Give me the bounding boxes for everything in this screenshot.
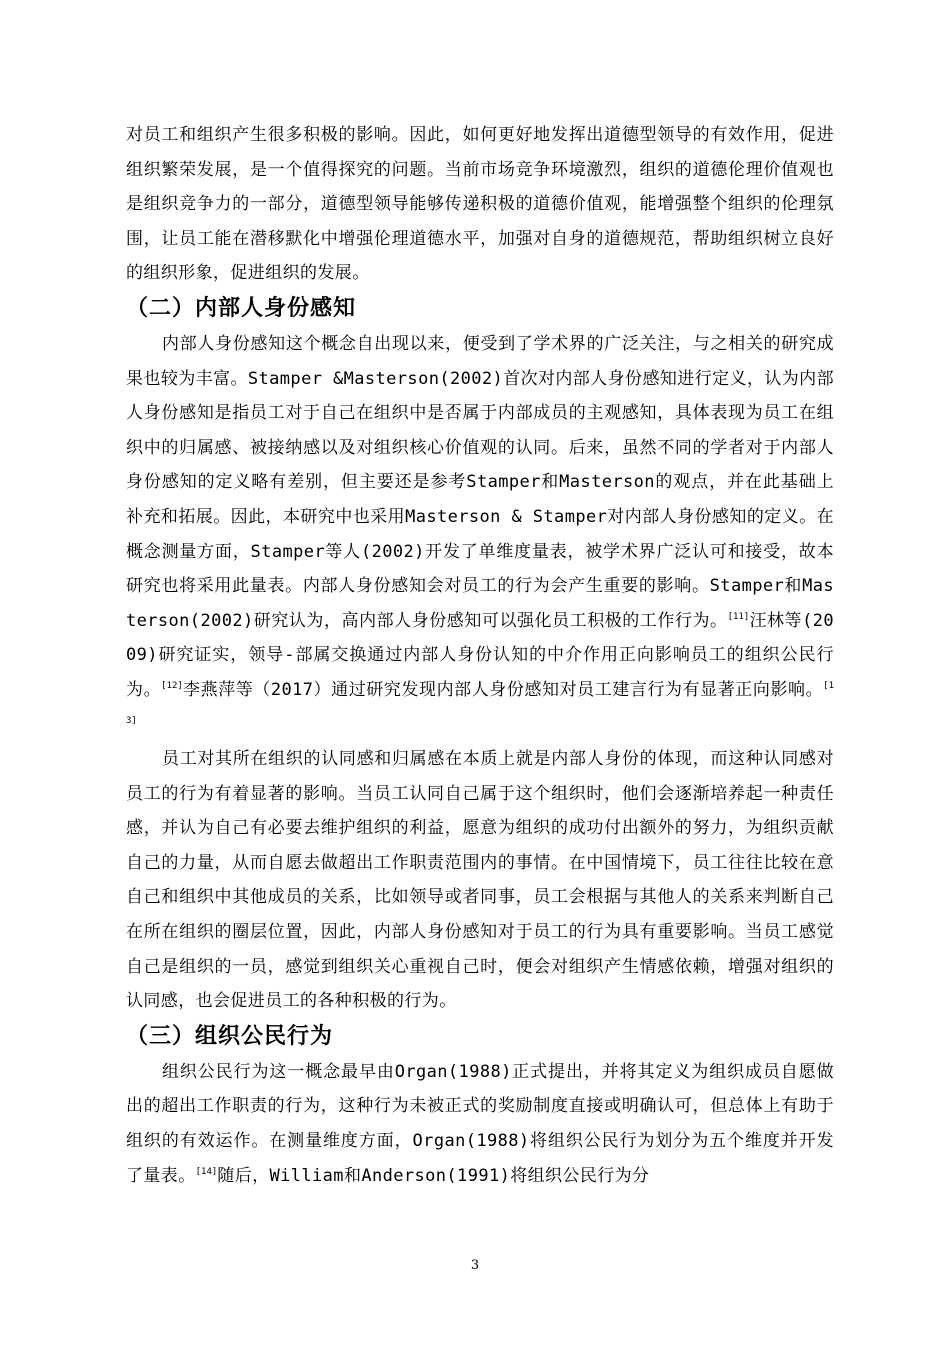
paragraph-text: 内部人身份感知这个概念自出现以来，便受到了学术界的广泛关注，与之相关的研究成果也较为丰富。Stamper &Masterson(2002)首次对内部人身份感知进行定义，认为内部人身份感知是指员工对于自己在组织中是否属于内部成员的主观感知，具体表现为员工在组织中的归属感、被接纳感以及对组织核心价值观的认同。后来，虽然不同的学者对于内部人身份感知的定义略有差别，但主要还是参考Stamper和Masterson的观点，并在此基础上补充和拓展。因此，本研究中也采用Masterson & Stamper对内部人身份感知的定义。在概念测量方面，Stamper等人(2002)开发了单维度量表，被学术界广泛认可和接受，故本研究也将采用此量表。内部人身份感知会对员工的行为会产生重要的影响。Stamper和Masterson(2002)研究认为，高内部人身份感知可以强化员工积极的工作行为。 — [126, 333, 834, 631]
page-content — [126, 118, 834, 1193]
paragraph-text: 组织公民行为这一概念最早由Organ(1988)正式提出，并将其定义为组织成员自愿做出的超出工作职责的行为，这种行为未被正式的奖励制度直接或明确认可，但总体上有助于组织的有效运作。在测量维度方面，Organ(1988)将组织公民行为划分为五个维度并开发了量表。 — [126, 1061, 834, 1186]
section-heading-ocb: （三）组织公民行为 — [126, 1023, 334, 1049]
paragraph-text: 李燕萍等（2017）通过研究发现内部人身份感知对员工建言行为有显著正向影响。 — [182, 679, 824, 700]
citation-reference: [13] — [126, 680, 834, 726]
paragraph-ocb-definition — [126, 1055, 834, 1193]
page-number: 3 — [470, 1258, 480, 1273]
section-heading-insider-status: （二）内部人身份感知 — [126, 295, 357, 321]
paragraph-ethical-leadership-conclusion — [126, 118, 834, 291]
paragraph-insider-status-definition — [126, 327, 834, 742]
citation-reference: [12] — [161, 680, 183, 691]
citation-reference: [14] — [195, 1166, 218, 1177]
paragraph-text: 汪林等(2009)研究证实，领导-部属交换通过内部人身份认知的中介作用正向影响员工的组织公民行为。 — [126, 610, 834, 700]
paragraph-insider-status-identity — [126, 742, 834, 1019]
paragraph-text: 随后，William和Anderson(1991)将组织公民行为分 — [217, 1165, 650, 1186]
citation-reference: [11] — [727, 611, 750, 622]
paragraph-text: 员工对其所在组织的认同感和归属感在本质上就是内部人身份的体现，而这种认同感对员工的行为有着显著的影响。当员工认同自己属于这个组织时，他们会逐渐培养起一种责任感，并认为自己有必要去维护组织的利益，愿意为组织的成功付出额外的努力，为组织贡献自己的力量，从而自愿去做超出工作职责范围内的事情。在中国情境下，员工往往比较在意自己和组织中其他成员的关系，比如领导或者同事，员工会根据与其他人的关系来判断自己在所在组织的圈层位置，因此，内部人身份感知对于员工的行为具有重要影响。当员工感觉自己是组织的一员，感觉到组织关心重视自己时，便会对组织产生情感依赖，增强对组织的认同感，也会促进员工的各种积极的行为。 — [126, 749, 834, 1012]
paragraph-text: 对员工和组织产生很多积极的影响。因此，如何更好地发挥出道德型领导的有效作用，促进组织繁荣发展，是一个值得探究的问题。当前市场竞争环境激烈，组织的道德伦理价值观也是组织竞争力的一部分，道德型领导能够传递积极的道德价值观，能增强整个组织的伦理氛围，让员工能在潜移默化中增强伦理道德水平，加强对自身的道德规范，帮助组织树立良好的组织形象，促进组织的发展。 — [126, 125, 834, 284]
